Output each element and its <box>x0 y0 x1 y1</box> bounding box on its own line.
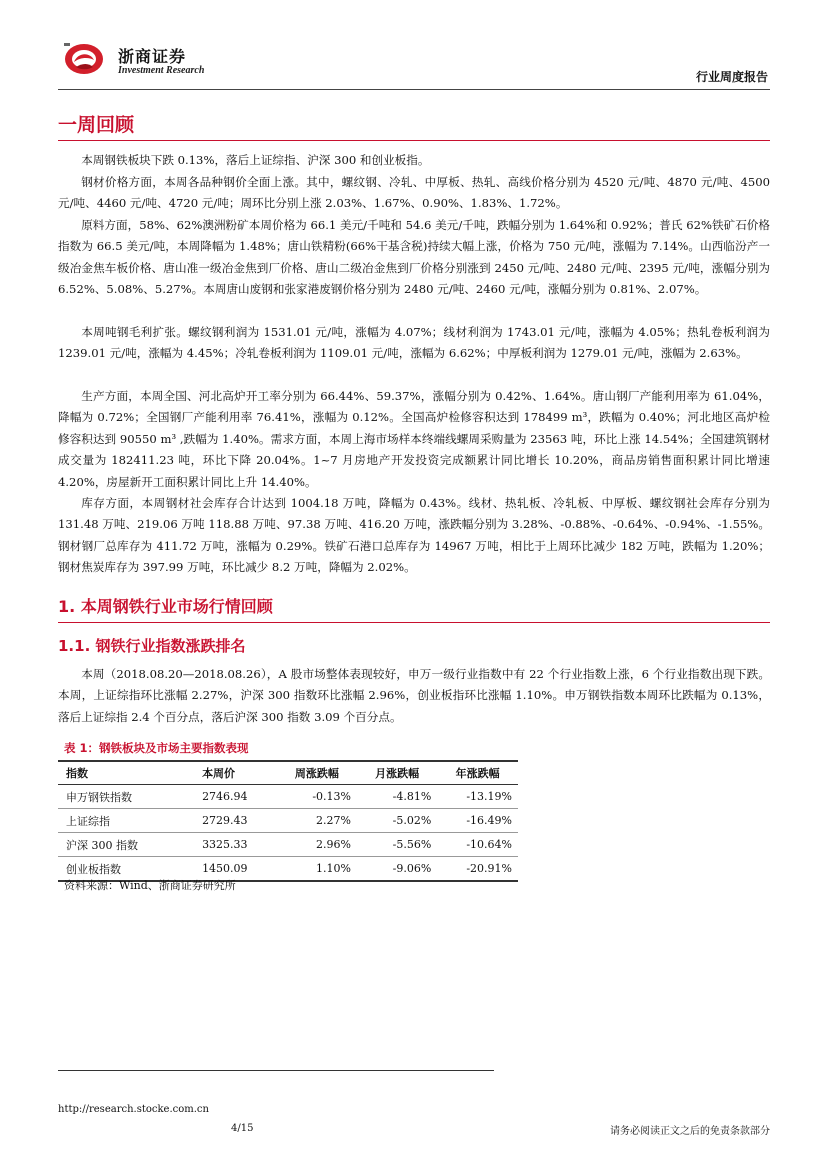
recap-paragraph: 库存方面，本周钢材社会库存合计达到 1004.18 万吨，降幅为 0.43%。线材、热轧板、冷轧板、中厚板、螺纹钢社会库存分别为 131.48 万吨、219.06 万吨 118.88 万吨、97.38 万吨、416.20 万吨，涨跌幅分别为 3.28%、-0.88%、-0.64%、-0.94%、-1.55%。钢材钢厂总库存为 411.72 万吨，涨幅为 0.29%。铁矿石港口总库存为 14967 万吨，相比于上周环比减少 182 万吨，跌幅为 1.20%；钢材焦炭库存为 397.99 万吨，环比减少 8.2 万吨，降幅为 2.02%。 <box>58 496 770 575</box>
table-cell: -20.91% <box>437 857 518 882</box>
index-performance-table <box>58 760 518 882</box>
recap-paragraph: 钢材价格方面，本周各品种钢价全面上涨。其中，螺纹钢、冷轧、中厚板、热轧、高线价格分别为 4520 元/吨、4870 元/吨、4500 元/吨、4460 元/吨、4720 元/吨；周环比分别上涨 2.03%、1.67%、0.90%、1.83%、1.72%。 <box>58 175 770 211</box>
table-cell: 3325.33 <box>196 833 277 857</box>
table-cell: 创业板指数 <box>58 857 196 882</box>
table-cell: -4.81% <box>357 785 437 809</box>
page-header <box>58 38 770 90</box>
table-cell: -9.06% <box>357 857 437 882</box>
table-cell: 1.10% <box>277 857 357 882</box>
table-cell: 2.96% <box>277 833 357 857</box>
section-1-heading-rule <box>58 622 770 623</box>
table-cell: 2.27% <box>277 809 357 833</box>
column-header-week-change: 周涨跌幅 <box>277 761 357 785</box>
footer-url-link[interactable]: http://research.stocke.com.cn <box>58 1104 209 1115</box>
table-row <box>58 833 518 857</box>
table-header-row <box>58 761 518 785</box>
section-1-heading: 1. 本周钢铁行业市场行情回顾 <box>58 597 273 616</box>
recap-paragraph: 本周钢铁板块下跌 0.13%，落后上证综指、沪深 300 和创业板指。 <box>81 153 430 167</box>
table-cell: -0.13% <box>277 785 357 809</box>
company-name-cn: 浙商证券 <box>118 47 187 66</box>
table-cell: -16.49% <box>437 809 518 833</box>
report-type: 行业周度报告 <box>695 70 768 84</box>
table-1-title: 表 1：钢铁板块及市场主要指数表现 <box>64 741 249 755</box>
page-number: 4/15 <box>231 1123 254 1134</box>
table-row <box>58 809 518 833</box>
section-1-1-paragraph: 本周（2018.08.20—2018.08.26），A 股市场整体表现较好，申万一级行业指数中有 22 个行业指数上涨，6 个行业指数出现下跌。本周，上证综指环比涨幅 2.27%，沪深 300 指数环比涨幅 2.96%，创业板指环比涨幅 1.10%。申万钢铁指数本周环比跌幅为 0.13%，落后上证综指 2.4 个百分点，落后沪深 300 指数 3.09 个百分点。 <box>58 667 770 724</box>
column-header-year-change: 年涨跌幅 <box>437 761 518 785</box>
column-header-index: 指数 <box>58 761 196 785</box>
recap-paragraph: 生产方面，本周全国、河北高炉开工率分别为 66.44%、59.37%，涨幅分别为 0.42%、1.64%。唐山钢厂产能利用率为 61.04%，降幅为 0.72%；全国钢厂产能利用率 76.41%，涨幅为 0.12%。全国高炉检修容积达到 178499 m³，跌幅为 0.40%；河北地区高炉检修容积达到 90550 m³ ,跌幅为 1.40%。需求方面，本周上海市场样本终端线螺周采购量为 23563 吨，环比上涨 14.54%；全国建筑钢材成交量为 182411.23 吨，环比下降 20.04%。1~7 月房地产开发投资完成额累计同比增长 10.20%，商品房销售面积累计同比增速 4.20%，房屋新开工面积累计同比上升 14.40%。 <box>58 389 770 489</box>
recap-heading-rule <box>58 140 770 141</box>
column-header-price: 本周价 <box>196 761 277 785</box>
recap-paragraph: 原料方面，58%、62%澳洲粉矿本周价格为 66.1 美元/千吨和 54.6 美元/千吨，跌幅分别为 1.64%和 0.92%；普氏 62%铁矿石价格指数为 66.5 美元/吨，本周降幅为 1.48%；唐山铁精粉(66%干基含税)持续大幅上涨，价格为 750 元/吨，涨幅为 7.14%。山西临汾产一级冶金焦车板价格、唐山准一级冶金焦到厂价格、唐山二级冶金焦到厂价格分别涨到 2450 元/吨、2480 元/吨、2395 元/吨，涨幅分别为 6.52%、5.08%、5.27%。本周唐山废钢和张家港废钢价格分别为 2480 元/吨、2460 元/吨，涨幅分别为 0.81%、2.07%。 <box>58 218 770 297</box>
zheshang-logo-icon <box>62 40 106 78</box>
company-name-en: Investment Research <box>118 65 205 76</box>
recap-heading: 一周回顾 <box>58 114 135 136</box>
table-cell: -13.19% <box>437 785 518 809</box>
footer-divider <box>58 1070 494 1071</box>
table-1-source: 资料来源：Wind、浙商证券研究所 <box>64 879 236 892</box>
table-cell: 申万钢铁指数 <box>58 785 196 809</box>
table-cell: -10.64% <box>437 833 518 857</box>
column-header-month-change: 月涨跌幅 <box>357 761 437 785</box>
table-cell: 1450.09 <box>196 857 277 882</box>
recap-paragraph: 本周吨钢毛利扩张。螺纹钢利润为 1531.01 元/吨，涨幅为 4.07%；线材利润为 1743.01 元/吨，涨幅为 4.05%；热轧卷板利润为 1239.01 元/吨，涨幅为 4.45%；冷轧卷板利润为 1109.01 元/吨，涨幅为 6.62%；中厚板利润为 1279.01 元/吨，涨幅为 2.63%。 <box>58 325 770 361</box>
table-cell: -5.02% <box>357 809 437 833</box>
table-cell: 上证综指 <box>58 809 196 833</box>
footer-disclaimer: 请务必阅读正文之后的免责条款部分 <box>610 1126 770 1137</box>
header-divider <box>58 89 770 90</box>
table-cell: -5.56% <box>357 833 437 857</box>
section-1-1-heading: 1.1. 钢铁行业指数涨跌排名 <box>58 637 246 655</box>
table-row <box>58 785 518 809</box>
table-cell: 沪深 300 指数 <box>58 833 196 857</box>
table-cell: 2746.94 <box>196 785 277 809</box>
table-cell: 2729.43 <box>196 809 277 833</box>
